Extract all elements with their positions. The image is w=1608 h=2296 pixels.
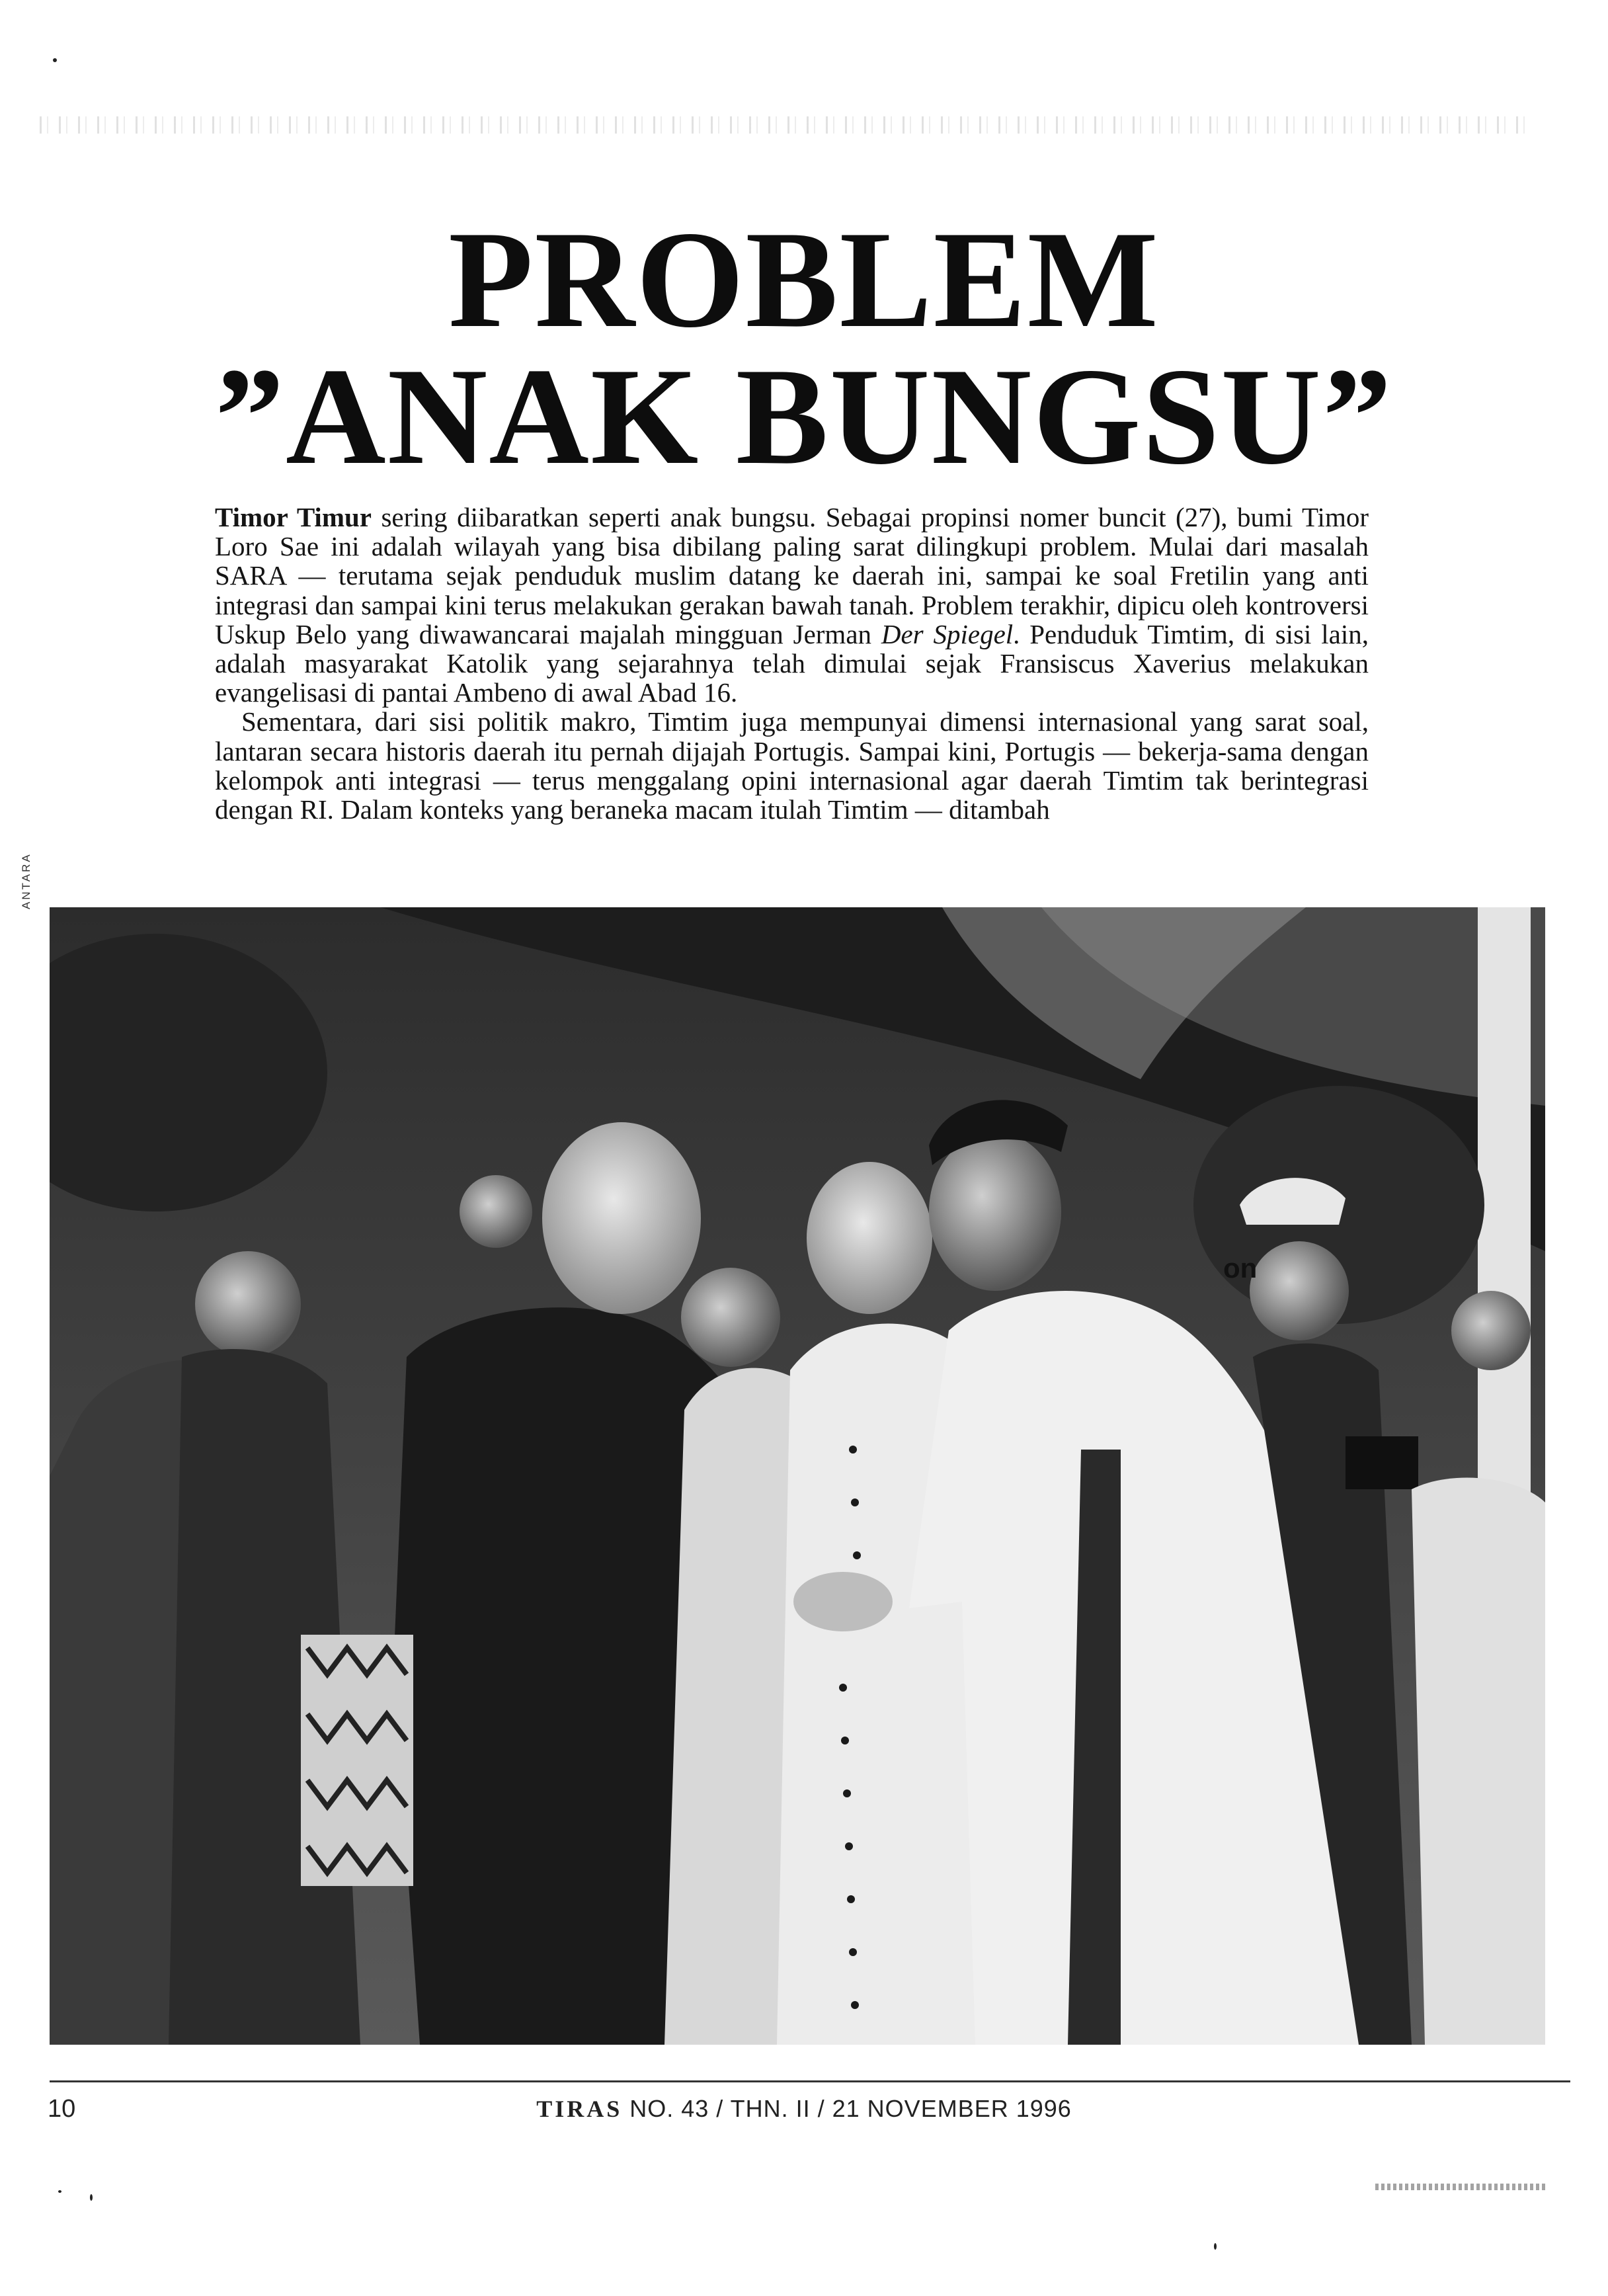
scan-speck [53, 58, 57, 62]
person-face [929, 1132, 1061, 1291]
headline-line-1: PROBLEM [448, 203, 1160, 356]
news-photo [50, 907, 1545, 2045]
handshake [793, 1572, 893, 1631]
scan-speck [90, 2194, 93, 2201]
tais-textile [301, 1635, 413, 1886]
person-face [1451, 1291, 1531, 1370]
headline-line-2: ”ANAK BUNGSU” [215, 340, 1393, 493]
footer-rule [50, 2080, 1570, 2082]
lead-p1-italic: Der Spiegel [881, 618, 1014, 649]
person-silhouette [1412, 1478, 1545, 2045]
footer-masthead [0, 2095, 1608, 2123]
photo-credit: ANTARA [20, 852, 32, 909]
cap-text: on [1223, 1252, 1258, 1284]
lead-paragraph-2: Sementara, dari sisi politik makro, Timtim juga mempunyai dimensi internasional yang sarat soal, lantaran secara historis daerah itu pernah dijajah Portugis. Sampai kini, Portugis — bekerja-sama dengan kelompok anti integrasi — terus menggalang opini internasional agar daerah Timtim tak berintegrasi dengan RI. Dalam konteks yang beraneka macam itulah Timtim — ditambah [215, 706, 1369, 825]
scan-noise-band [1375, 2184, 1547, 2190]
lead-p1-part2: . Penduduk Timtim, di sisi lain, adalah masyarakat Katolik yang sejarahnya telah dimulai sejak Fransiscus Xaverius melakukan evangelisasi di pantai Ambeno di awal Abad 16. [215, 618, 1369, 708]
lead-p1-part1: sering diibaratkan seperti anak bungsu. Sebagai propinsi nomer buncit (27), bumi Timor Loro Sae ini adalah wilayah yang bisa dibilang paling sarat dilingkupi problem. Mulai dari masalah SARA — terutama sejak penduduk muslim datang ke daerah ini, sampai ke soal Fretilin yang anti integrasi dan sampai kini terus melakukan gerakan bawah tanah. Problem terakhir, dipicu oleh kontroversi Uskup Belo yang diwawancarai majalah mingguan Jerman [215, 502, 1369, 649]
lead-paragraph-1 [215, 503, 1369, 707]
issue-info: NO. 43 / THN. II / 21 NOVEMBER 1996 [622, 2095, 1072, 2122]
person-face [460, 1175, 532, 1248]
person-face [1250, 1241, 1349, 1340]
magazine-name: TIRAS [536, 2096, 623, 2122]
scan-speck [1214, 2243, 1217, 2250]
person-face [542, 1122, 701, 1314]
camera [1346, 1436, 1418, 1489]
scan-speck [58, 2190, 61, 2193]
person-face [681, 1268, 780, 1367]
lead-text [215, 503, 1369, 824]
lead-intro-bold: Timor Timur [215, 502, 372, 532]
person-face [195, 1251, 301, 1357]
page-number: 10 [48, 2095, 76, 2123]
photo-illustration [50, 907, 1545, 2045]
scan-noise-band [40, 116, 1534, 134]
person-face [807, 1162, 932, 1314]
